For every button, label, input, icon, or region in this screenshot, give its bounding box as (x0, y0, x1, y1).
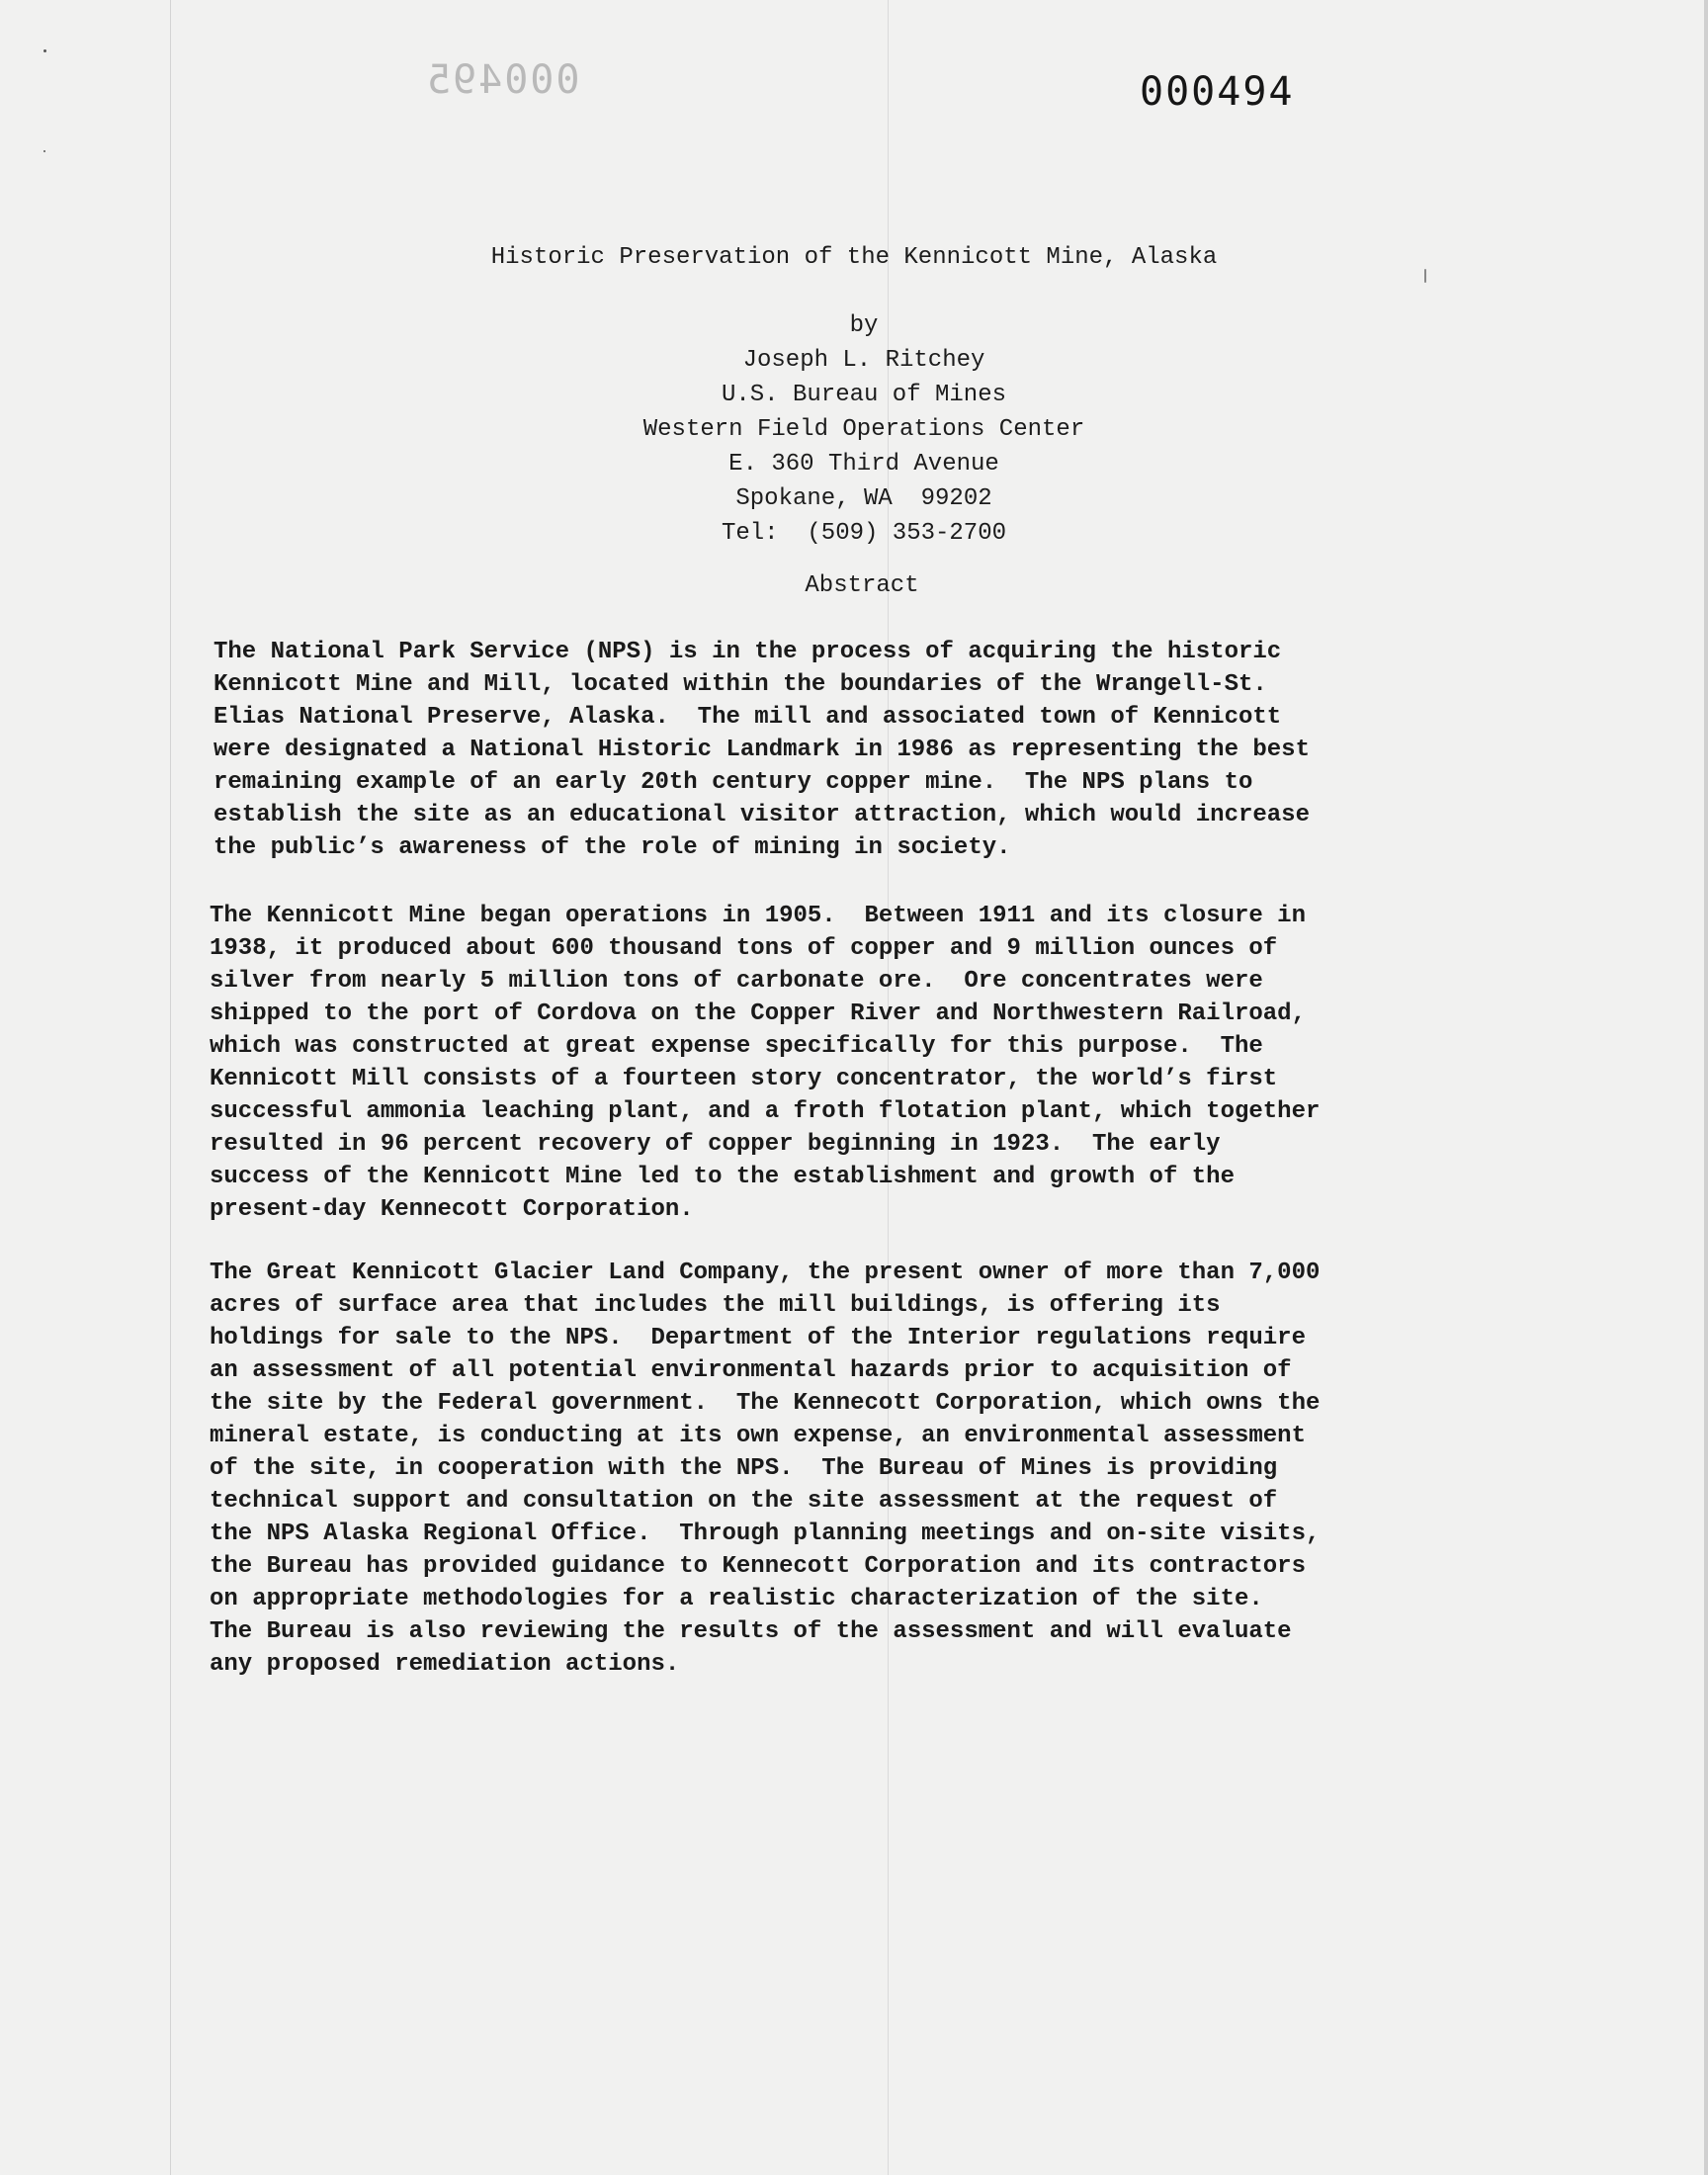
paragraph-line: any proposed remediation actions. (210, 1651, 680, 1678)
author-organization: U.S. Bureau of Mines (721, 382, 1007, 408)
author-division: Western Field Operations Center (642, 416, 1085, 443)
paragraph-line: Kennicott Mine and Mill, located within the boundaries of the Wrangell-St. (214, 671, 1267, 698)
phone-number: Tel: (509) 353-2700 (721, 520, 1007, 547)
paragraph-line: an assessment of all potential environmental hazards prior to acquisition of (210, 1357, 1292, 1384)
by-label: by (849, 312, 879, 339)
paragraph-line: the public’s awareness of the role of mining in society. (214, 834, 1011, 861)
paragraph-line: of the site, in cooperation with the NPS. The Bureau of Mines is providing (210, 1455, 1278, 1482)
paragraph-line: silver from nearly 5 million tons of carbonate ore. Ore concentrates were (210, 968, 1263, 995)
paragraph-line: remaining example of an early 20th century copper mine. The NPS plans to (214, 769, 1253, 796)
paragraph-line: technical support and consultation on the site assessment at the request of (210, 1488, 1278, 1515)
scan-speck (43, 49, 46, 52)
paragraph-line: success of the Kennicott Mine led to the establishment and growth of the (210, 1164, 1235, 1190)
paragraph-line: The Kennicott Mine began operations in 1905. Between 1911 and its closure in (210, 903, 1306, 929)
paragraph-line: holdings for sale to the NPS. Department of the Interior regulations require (210, 1325, 1306, 1351)
author-block (0, 308, 1708, 551)
document-title: Historic Preservation of the Kennicott Mine, Alaska (490, 244, 1218, 271)
address-street: E. 360 Third Avenue (728, 451, 999, 478)
paragraph-line: the NPS Alaska Regional Office. Through planning meetings and on-site visits, (210, 1521, 1321, 1547)
paragraph-line: The National Park Service (NPS) is in the process of acquiring the historic (214, 639, 1282, 665)
paragraph-line: Elias National Preserve, Alaska. The mill and associated town of Kennicott (214, 704, 1282, 731)
bleed-through-page-number: 000495 (425, 57, 580, 103)
paragraph-line: were designated a National Historic Landmark in 1986 as representing the best (214, 737, 1310, 763)
abstract-heading: Abstract (805, 572, 919, 599)
abstract-paragraph-2 (210, 900, 1320, 1226)
paragraph-line: The Great Kennicott Glacier Land Company, the present owner of more than 7,000 (210, 1260, 1321, 1286)
paragraph-line: the Bureau has provided guidance to Kennecott Corporation and its contractors (210, 1553, 1306, 1580)
paragraph-line: establish the site as an educational visitor attraction, which would increase (214, 802, 1310, 828)
scan-speck (43, 150, 45, 152)
paragraph-line: which was constructed at great expense specifically for this purpose. The (210, 1033, 1263, 1060)
paragraph-line: acres of surface area that includes the mill buildings, is offering its (210, 1292, 1221, 1319)
paragraph-line: successful ammonia leaching plant, and a froth flotation plant, which together (210, 1098, 1321, 1125)
paragraph-line: 1938, it produced about 600 thousand tons of copper and 9 million ounces of (210, 935, 1278, 962)
abstract-paragraph-3 (210, 1257, 1320, 1681)
paragraph-line: Kennicott Mill consists of a fourteen story concentrator, the world’s first (210, 1066, 1278, 1092)
page-number-stamp: 000494 (1140, 69, 1295, 115)
paragraph-line: present-day Kennecott Corporation. (210, 1196, 694, 1223)
abstract-paragraph-1 (214, 636, 1310, 864)
paragraph-line: mineral estate, is conducting at its own expense, an environmental assessment (210, 1423, 1306, 1449)
paragraph-line: The Bureau is also reviewing the results of the assessment and will evaluate (210, 1618, 1292, 1645)
paragraph-line: the site by the Federal government. The Kennecott Corporation, which owns the (210, 1390, 1321, 1417)
paragraph-line: resulted in 96 percent recovery of copper beginning in 1923. The early (210, 1131, 1221, 1158)
paragraph-line: on appropriate methodologies for a realistic characterization of the site. (210, 1586, 1263, 1612)
paragraph-line: shipped to the port of Cordova on the Copper River and Northwestern Railroad, (210, 1000, 1306, 1027)
author-name: Joseph L. Ritchey (742, 347, 985, 374)
address-city: Spokane, WA 99202 (735, 485, 992, 512)
